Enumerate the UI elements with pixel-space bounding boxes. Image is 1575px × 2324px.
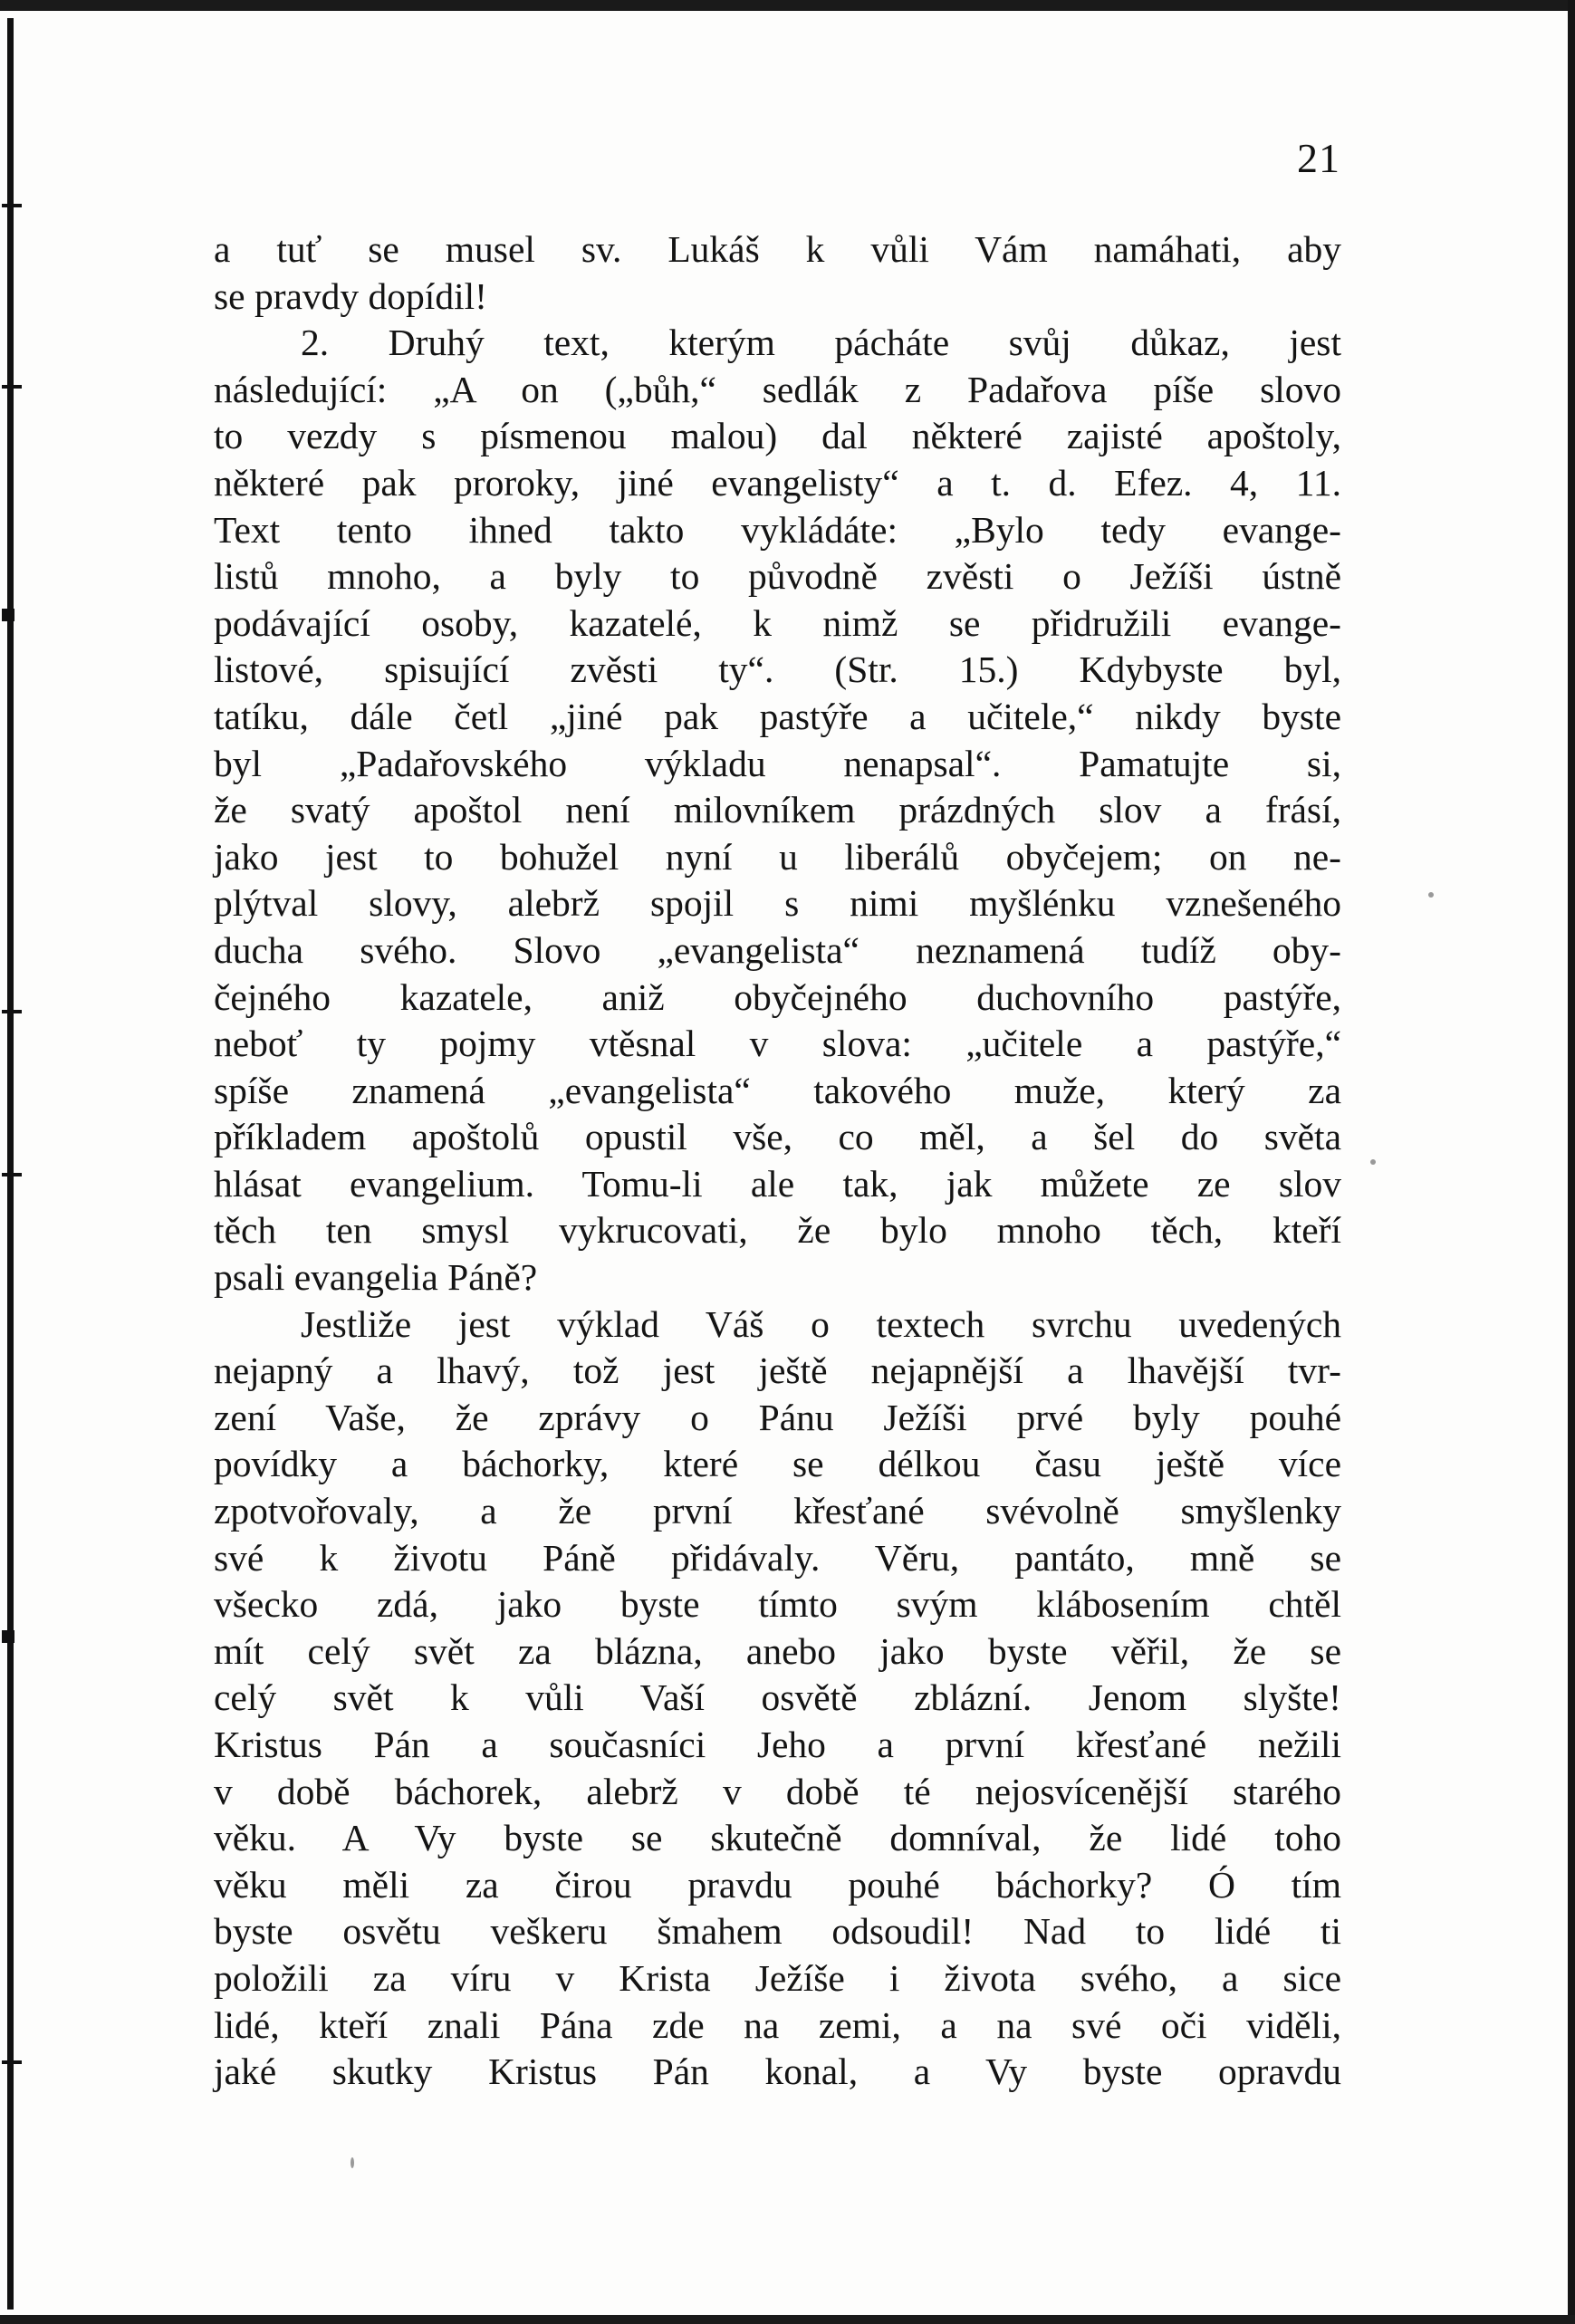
text-line: celý svět k vůli Vaší osvětě zblázní. Jenom slyšte! bbox=[214, 1676, 1341, 1719]
binding-mark bbox=[2, 1630, 14, 1643]
text-line: následující: „A on („bůh,“ sedlák z Padařova píše slovo bbox=[214, 368, 1341, 410]
text-line: ducha svého. Slovo „evangelista“ neznamená tudíž oby- bbox=[214, 928, 1341, 971]
paper-speck bbox=[1428, 892, 1434, 898]
text-line: Kristus Pán a současníci Jeho a první křesťané nežili bbox=[214, 1724, 1341, 1765]
text-line: tatíku, dále četl „jiné pak pastýře a učitele,“ nikdy byste bbox=[214, 695, 1341, 737]
paper-speck bbox=[1370, 1159, 1376, 1165]
text-line: věku. A Vy byste se skutečně domníval, že lidé toho bbox=[214, 1817, 1341, 1859]
text-line: jako jest to bohužel nyní u liberálů obyčejem; on ne- bbox=[214, 835, 1341, 878]
text-line: spíše znamená „evangelista“ takového muže, který za bbox=[214, 1069, 1341, 1111]
binding-mark bbox=[2, 1173, 22, 1176]
text-line: věku měli za čirou pravdu pouhé báchorky? Ó tím bbox=[214, 1863, 1341, 1906]
scan-border-left bbox=[7, 18, 14, 2310]
text-line: byste osvětu veškeru šmahem odsoudil! Nad to lidé ti bbox=[214, 1910, 1341, 1953]
text-line: 2. Druhý text, kterým pácháte svůj důkaz, jest bbox=[301, 322, 1341, 364]
text-line: se pravdy dopídil! bbox=[214, 274, 487, 317]
binding-mark bbox=[2, 385, 22, 389]
text-line: listů mnoho, a byly to původně zvěsti o Ježíši ústně bbox=[214, 555, 1341, 598]
binding-mark bbox=[2, 204, 22, 207]
text-line: Text tento ihned takto vykládáte: „Bylo tedy evange- bbox=[214, 508, 1341, 551]
text-line: to vezdy s písmenou malou) dal některé zajisté apoštoly, bbox=[214, 415, 1341, 457]
text-line: povídky a báchorky, které se délkou času ještě více bbox=[214, 1443, 1341, 1485]
scan-border-right bbox=[1568, 0, 1575, 2324]
text-line: mít celý svět za blázna, anebo jako byste věřil, že se bbox=[214, 1629, 1341, 1672]
text-line: položili za víru v Krista Ježíše i života svého, a sice bbox=[214, 1956, 1341, 1999]
binding-mark bbox=[2, 2060, 22, 2064]
scan-border-bottom bbox=[0, 2315, 1575, 2324]
text-line: jaké skutky Kristus Pán konal, a Vy byste opravdu bbox=[214, 2050, 1341, 2093]
text-line: psali evangelia Páně? bbox=[214, 1256, 538, 1299]
text-line: příkladem apoštolů opustil vše, co měl, a šel do světa bbox=[214, 1116, 1341, 1158]
text-line: lidé, kteří znali Pána zde na zemi, a na své oči viděli, bbox=[214, 2003, 1341, 2046]
text-line: podávající osoby, kazatelé, k nimž se přidružili evange- bbox=[214, 601, 1341, 644]
text-line: plýtval slovy, alebrž spojil s nimi myšlénku vznešeného bbox=[214, 882, 1341, 925]
paper-speck bbox=[351, 2157, 354, 2168]
text-line: že svatý apoštol není milovníkem prázdných slov a frásí, bbox=[214, 789, 1341, 831]
text-line: hlásat evangelium. Tomu-li ale tak, jak můžete ze slov bbox=[214, 1162, 1341, 1205]
text-line: byl „Padařovského výkladu nenapsal“. Pamatujte si, bbox=[214, 742, 1341, 784]
binding-mark bbox=[2, 1010, 22, 1013]
binding-mark bbox=[2, 609, 14, 621]
text-line: některé pak proroky, jiné evangelisty“ a t. d. Efez. 4, 11. bbox=[214, 461, 1341, 504]
text-line: v době báchorek, alebrž v době té nejosvícenější starého bbox=[214, 1770, 1341, 1812]
text-line: neboť ty pojmy vtěsnal v slova: „učitele a pastýře,“ bbox=[214, 1023, 1341, 1065]
text-line: zpotvořovaly, a že první křesťané svévolně smyšlenky bbox=[214, 1490, 1341, 1532]
text-line: své k životu Páně přidávaly. Věru, pantáto, mně se bbox=[214, 1536, 1341, 1579]
text-line: a tuť se musel sv. Lukáš k vůli Vám namáhati, aby bbox=[214, 228, 1341, 270]
text-line: Jestliže jest výklad Váš o textech svrchu uvedených bbox=[301, 1302, 1341, 1345]
text-line: listové, spisující zvěsti ty“. (Str. 15.) Kdybyste byl, bbox=[214, 648, 1341, 691]
text-line: čejného kazatele, aniž obyčejného duchovního pastýře, bbox=[214, 975, 1341, 1018]
text-line: všecko zdá, jako byste tímto svým klábosením chtěl bbox=[214, 1583, 1341, 1626]
text-line: nejapný a lhavý, tož jest ještě nejapnější a lhavější tvr- bbox=[214, 1349, 1341, 1392]
scan-border-top bbox=[0, 0, 1575, 11]
text-line: zení Vaše, že zprávy o Pánu Ježíši prvé byly pouhé bbox=[214, 1396, 1341, 1438]
page-number: 21 bbox=[1297, 135, 1340, 181]
body-text bbox=[214, 226, 1341, 2096]
text-line: těch ten smysl vykrucovati, že bylo mnoho těch, kteří bbox=[214, 1209, 1341, 1252]
